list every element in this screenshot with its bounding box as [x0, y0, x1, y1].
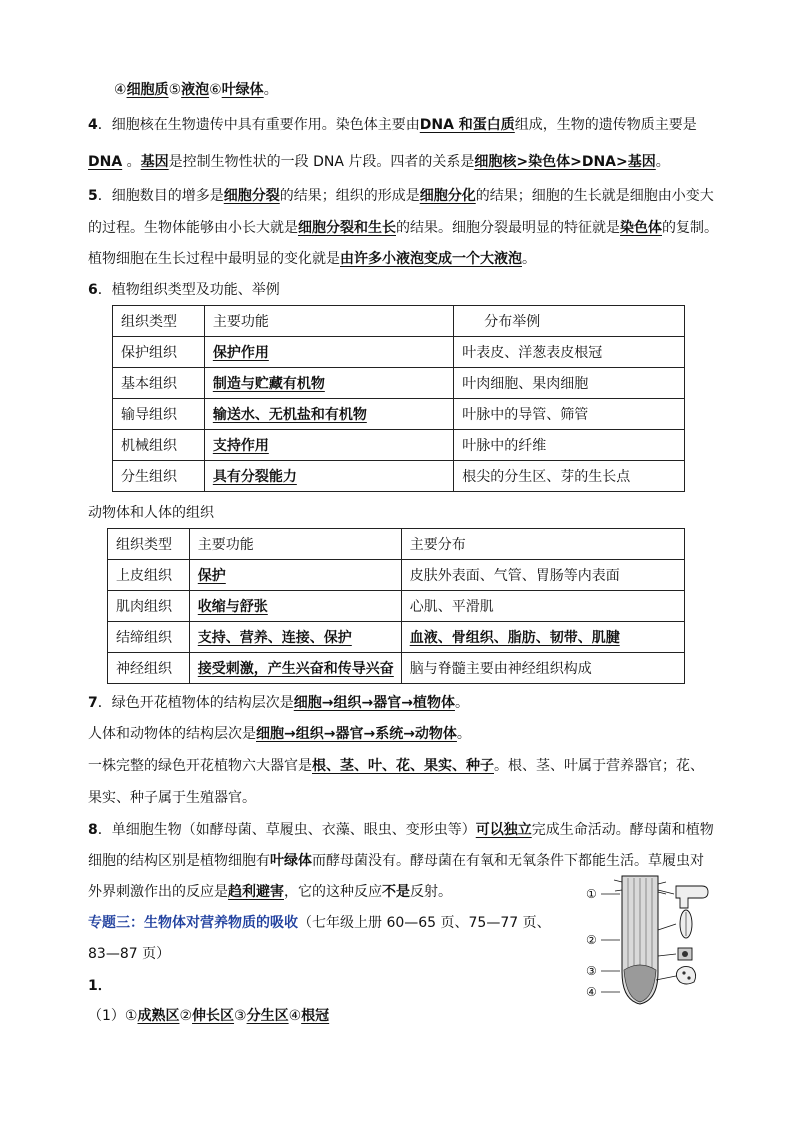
table-cell-answer: 接受刺激，产生兴奋和传导兴奋	[197, 661, 394, 677]
table-cell: 叶脉中的导管、筛管	[454, 399, 685, 430]
animal-tissue-title: 动物体和人体的组织	[88, 505, 214, 521]
item-4-line2: DNA 。基因是控制生物性状的一段 DNA 片段。四者的关系是细胞核>染色体>DNA>基因。	[88, 154, 670, 170]
header-cell: 主要分布	[401, 529, 684, 560]
label-5: ⑤	[168, 82, 182, 98]
table-cell-answer: 血液、骨组织、脂肪、韧带、肌腱	[409, 630, 620, 646]
table-cell-answer: 保护	[197, 568, 226, 584]
label-6: ⑥	[209, 82, 222, 98]
item-7-line2: 人体和动物体的结构层次是细胞→组织→器官→系统→动物体。	[88, 726, 471, 742]
item-8-line1: 8．单细胞生物（如酵母菌、草履虫、衣藻、眼虫、变形虫等）可以独立完成生命活动。酵母菌和植物	[88, 822, 714, 838]
answer-vacuole-change: 由许多小液泡变成一个大液泡	[340, 251, 522, 267]
answer-plant-hierarchy: 细胞→组织→器官→植物体	[293, 695, 455, 711]
item-8-line2: 细胞的结构区别是植物细胞有叶绿体而酵母菌没有。酵母菌在有氧和无氧条件下都能生活。草履虫对	[88, 853, 704, 869]
answer-independent: 可以独立	[475, 822, 532, 838]
item-7-line4: 果实、种子属于生殖器官。	[88, 790, 256, 806]
table-row	[113, 337, 685, 368]
figure-label-4: ④	[586, 985, 597, 999]
item-4-line1: 4．细胞核在生物遗传中具有重要作用。染色体主要由DNA 和蛋白质组成，生物的遗传物质主要是	[88, 117, 697, 133]
item-8-line3: 外界刺激作出的反应是趋利避害，它的这种反应不是反射。	[88, 884, 452, 900]
answer-vacuole: 液泡	[181, 82, 210, 98]
answer-chloroplast: 叶绿体	[270, 853, 312, 869]
table-cell: 脑与脊髓主要由神经组织构成	[401, 653, 684, 684]
header-cell: 分布举例	[454, 306, 685, 337]
answer-dna-protein: DNA 和蛋白质	[419, 117, 515, 133]
item-6-title: 6．植物组织类型及功能、举例	[88, 282, 280, 298]
table-cell-answer: 输送水、无机盐和有机物	[212, 407, 367, 423]
table-cell-answer: 保护作用	[212, 345, 269, 361]
answer-animal-hierarchy: 细胞→组织→器官→系统→动物体	[256, 726, 457, 742]
answer-root-cap: 根冠	[301, 1008, 330, 1024]
answer-taxis: 趋利避害	[228, 884, 284, 900]
table-row	[108, 622, 685, 653]
item-7-line1: 7．绿色开花植物体的结构层次是细胞→组织→器官→植物体。	[88, 695, 469, 711]
answer-meristem-zone: 分生区	[246, 1008, 289, 1024]
answer-cell-division: 细胞分裂	[223, 188, 280, 204]
answer-not: 不是	[382, 884, 410, 900]
table-cell-answer: 具有分裂能力	[212, 469, 297, 485]
table-cell: 神经组织	[108, 653, 190, 684]
item-1: 1．	[88, 978, 112, 994]
table-cell: 分生组织	[113, 461, 205, 492]
root-hair-cell-icon	[676, 886, 708, 908]
answer-six-organs: 根、茎、叶、花、果实、种子	[312, 758, 494, 774]
meristem-cell-icon	[678, 948, 692, 960]
header-cell: 组织类型	[108, 529, 190, 560]
table-cell: 肌肉组织	[108, 591, 190, 622]
item-5-line2: 的过程。生物体能够由小长大就是细胞分裂和生长的结果。细胞分裂最明显的特征就是染色体的复制。	[88, 220, 718, 236]
answer-cytoplasm: 细胞质	[126, 82, 169, 98]
answer-maturation-zone: 成熟区	[137, 1008, 180, 1024]
table-cell-answer: 支持、营养、连接、保护	[197, 630, 352, 646]
table-cell-answer: 制造与贮藏有机物	[212, 376, 325, 392]
root-tip-figure	[584, 872, 712, 1006]
table-row	[113, 430, 685, 461]
figure-label-2: ②	[586, 933, 597, 947]
header-cell: 主要功能	[189, 529, 401, 560]
table-cell: 保护组织	[113, 337, 205, 368]
table-cell-answer: 支持作用	[212, 438, 269, 454]
answer-elongation-zone: 伸长区	[192, 1008, 235, 1024]
figure-label-3: ③	[586, 964, 597, 978]
table-cell-answer: 收缩与舒张	[197, 599, 268, 615]
table-row	[113, 368, 685, 399]
table-row	[108, 653, 685, 684]
table-row	[108, 560, 685, 591]
item-7-line3: 一株完整的绿色开花植物六大器官是根、茎、叶、花、果实、种子。根、茎、叶属于营养器官；花、	[88, 758, 704, 774]
elongation-cell-icon	[680, 910, 692, 938]
answer-cell-differentiation: 细胞分化	[419, 188, 476, 204]
table-cell: 叶肉细胞、果肉细胞	[454, 368, 685, 399]
answer-chloroplast: 叶绿体	[221, 82, 264, 98]
answer-division-growth: 细胞分裂和生长	[298, 220, 396, 236]
table-row	[108, 591, 685, 622]
topic-title: 专题三：生物体对营养物质的吸收	[88, 915, 298, 931]
table-cell: 叶表皮、洋葱表皮根冠	[454, 337, 685, 368]
animal-tissue-table	[107, 528, 685, 684]
answer-chromosome: 染色体	[620, 220, 662, 236]
table-cell: 心肌、平滑肌	[401, 591, 684, 622]
table-cell: 叶脉中的纤维	[454, 430, 685, 461]
header-cell: 主要功能	[204, 306, 453, 337]
table-cell: 基本组织	[113, 368, 205, 399]
table-row	[113, 461, 685, 492]
root-tip-body	[614, 876, 666, 1004]
table-cell: 皮肤外表面、气管、胃肠等内表面	[401, 560, 684, 591]
table-row	[113, 399, 685, 430]
topic-3-pages: 83—87 页）	[88, 946, 171, 962]
table-header-row	[108, 529, 685, 560]
figure-label-1: ①	[586, 887, 597, 901]
table-header-row	[113, 306, 685, 337]
table-cell: 输导组织	[113, 399, 205, 430]
plant-tissue-table	[112, 305, 685, 492]
header-cell: 组织类型	[113, 306, 205, 337]
item-5-line3: 植物细胞在生长过程中最明显的变化就是由许多小液泡变成一个大液泡。	[88, 251, 536, 267]
root-zones-answer: （1）①成熟区②伸长区③分生区④根冠	[88, 1008, 330, 1024]
table-cell: 机械组织	[113, 430, 205, 461]
line-cell-structures: ④细胞质⑤液泡⑥叶绿体。	[114, 82, 278, 98]
label-4: ④	[114, 82, 127, 98]
answer-hierarchy: 细胞核>染色体>DNA>基因	[474, 154, 656, 170]
item-5-line1: 5．细胞数目的增多是细胞分裂的结果；组织的形成是细胞分化的结果；细胞的生长就是细胞由小变大	[88, 188, 714, 204]
answer-gene: 基因	[140, 154, 169, 170]
table-cell: 上皮组织	[108, 560, 190, 591]
table-cell: 结缔组织	[108, 622, 190, 653]
table-cell: 根尖的分生区、芽的生长点	[454, 461, 685, 492]
answer-dna: DNA	[88, 154, 123, 170]
root-cap-cell-icon	[676, 966, 695, 984]
topic-3-heading: 专题三：生物体对营养物质的吸收（七年级上册 60—65 页、75—77 页、	[88, 915, 551, 931]
